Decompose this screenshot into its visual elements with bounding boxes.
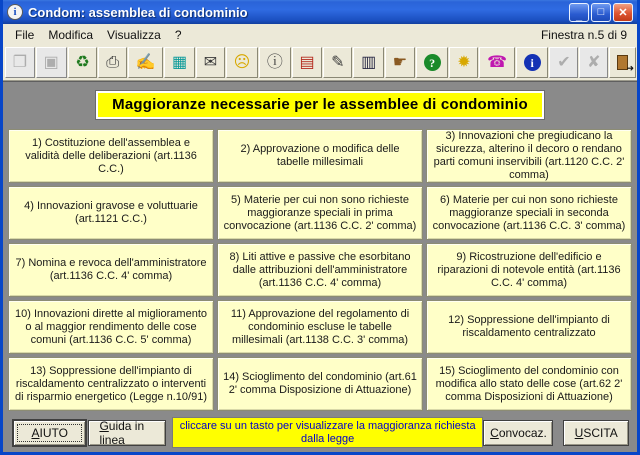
phone-icon: ☎ <box>487 53 508 71</box>
idea-button[interactable] <box>449 47 478 78</box>
print-button[interactable] <box>98 47 126 78</box>
spellcheck-icon: ✔ <box>557 53 571 71</box>
majority-button-15[interactable]: 15) Scioglimento del condominio con modifica allo stato delle cose (art.62 2' comma Disposizioni di Attuazione) <box>426 357 632 411</box>
hand-note-icon: ☛ <box>392 53 408 71</box>
open-icon: ❐ <box>12 53 28 71</box>
menu-bar <box>3 24 637 45</box>
close-icon: ✕ <box>618 6 628 19</box>
majority-grid <box>8 129 632 411</box>
idea-icon: ✹ <box>457 53 471 71</box>
help-footer-button[interactable]: AIUTO <box>13 420 86 446</box>
majority-button-10[interactable]: 10) Innovazioni dirette al miglioramento o al maggior rendimento delle cose comuni (art.1136 C.C. 5' comma) <box>8 300 214 354</box>
exit-button[interactable] <box>609 47 636 78</box>
book-icon: ▥ <box>361 53 377 71</box>
book-button[interactable] <box>353 47 384 78</box>
window-info-icon: i <box>7 4 23 20</box>
info-icon: i <box>524 54 541 71</box>
phone-button[interactable] <box>479 47 514 78</box>
print-icon: ⎙ <box>106 53 120 71</box>
page-title: Maggioranze necessarie per le assemblee di condominio <box>96 91 544 119</box>
majority-button-5[interactable]: 5) Materie per cui non sono richieste maggioranze speciali in prima convocazione (art.1136 C.C. 2' comma) <box>217 186 423 240</box>
open-button <box>5 47 35 78</box>
save-button <box>36 47 67 78</box>
memo-icon: ✎ <box>331 53 345 71</box>
minimize-icon: _ <box>575 10 583 22</box>
maximize-button[interactable] <box>591 3 611 22</box>
exit-footer-button[interactable]: USCITA <box>563 420 629 446</box>
footer-bar <box>13 419 629 446</box>
close-button[interactable] <box>613 3 633 22</box>
menu-visualizza[interactable]: Visualizza <box>107 27 161 42</box>
majority-button-14[interactable]: 14) Scioglimento del condominio (art.61 2' comma Disposizione di Attuazione) <box>217 357 423 411</box>
minimize-button[interactable] <box>569 3 589 22</box>
title-bar <box>3 0 637 24</box>
calculator-icon: ▦ <box>172 53 188 71</box>
help-icon: ? <box>424 54 441 71</box>
majority-button-13[interactable]: 13) Soppressione dell'impianto di riscaldamento centralizzato o interventi di risparmio energetico (Legge n.10/91) <box>8 357 214 411</box>
save-icon: ▣ <box>43 53 59 71</box>
cancel-icon: ✘ <box>587 53 601 71</box>
write-letter-button[interactable] <box>196 47 225 78</box>
trash-button[interactable] <box>68 47 98 78</box>
notes-button[interactable] <box>292 47 323 78</box>
majority-button-4[interactable]: 4) Innovazioni gravose e voluttuarie (art.1121 C.C.) <box>8 186 214 240</box>
write-letter-icon: ✉ <box>203 53 218 71</box>
trash-icon: ♻ <box>75 53 90 71</box>
online-guide-button[interactable]: Guida in linea <box>88 420 165 446</box>
majority-button-3[interactable]: 3) Innovazioni che pregiudicano la sicurezza, alterino il decoro o rendano parti comuni inservibili (art.1120 C.C. 2' comma) <box>426 129 632 183</box>
menu-modifica[interactable]: Modifica <box>48 27 94 42</box>
cancel-button <box>579 47 608 78</box>
sad-face-icon: ☹ <box>233 53 251 71</box>
edit-note-icon: ✍ <box>135 53 156 71</box>
convocation-button[interactable]: Convocaz. <box>483 420 553 446</box>
majority-button-6[interactable]: 6) Materie per cui non sono richieste maggioranze speciali in seconda convocazione (art.1136 C.C. 3' comma) <box>426 186 632 240</box>
info-balloon-button[interactable] <box>259 47 291 78</box>
info-balloon-icon: ⓘ <box>266 53 283 71</box>
help-button[interactable] <box>416 47 449 78</box>
majority-button-9[interactable]: 9) Ricostruzione dell'edificio e riparazioni di notevole entità (art.1136 C.C. 4' comma) <box>426 243 632 297</box>
memo-button[interactable] <box>323 47 352 78</box>
notes-icon: ▤ <box>299 53 315 71</box>
window-title: Condom: assemblea di condominio <box>28 4 248 20</box>
majority-button-8[interactable]: 8) Liti attive e passive che esorbitano dalle attribuzioni dell'amministratore (art.1136 C.C. 4' comma) <box>217 243 423 297</box>
hint-banner: cliccare su un tasto per visualizzare la maggioranza richiesta dalla legge <box>172 417 484 448</box>
maximize-icon: □ <box>597 6 605 18</box>
window-counter: Finestra n.5 di 9 <box>540 27 627 42</box>
spellcheck-button <box>549 47 578 78</box>
majority-button-1[interactable]: 1) Costituzione dell'assemblea e validità delle deliberazioni (art.1136 C.C.) <box>8 129 214 183</box>
edit-note-button[interactable] <box>128 47 163 78</box>
info-button[interactable] <box>516 47 549 78</box>
majority-button-11[interactable]: 11) Approvazione del regolamento di condominio escluse le tabelle millesimali (art.1138 C.C. 3' comma) <box>217 300 423 354</box>
majority-button-7[interactable]: 7) Nomina e revoca dell'amministratore (art.1136 C.C. 4' comma) <box>8 243 214 297</box>
toolbar <box>3 45 637 81</box>
menu-file[interactable]: File <box>15 27 35 42</box>
majority-button-12[interactable]: 12) Soppressione dell'impianto di riscaldamento centralizzato <box>426 300 632 354</box>
calculator-button[interactable] <box>164 47 195 78</box>
exit-icon <box>617 55 628 70</box>
majority-button-2[interactable]: 2) Approvazione o modifica delle tabelle millesimali <box>217 129 423 183</box>
sad-face-button[interactable] <box>226 47 258 78</box>
menu-help[interactable]: ? <box>174 27 182 42</box>
hand-note-button[interactable] <box>385 47 415 78</box>
main-content <box>3 81 637 452</box>
